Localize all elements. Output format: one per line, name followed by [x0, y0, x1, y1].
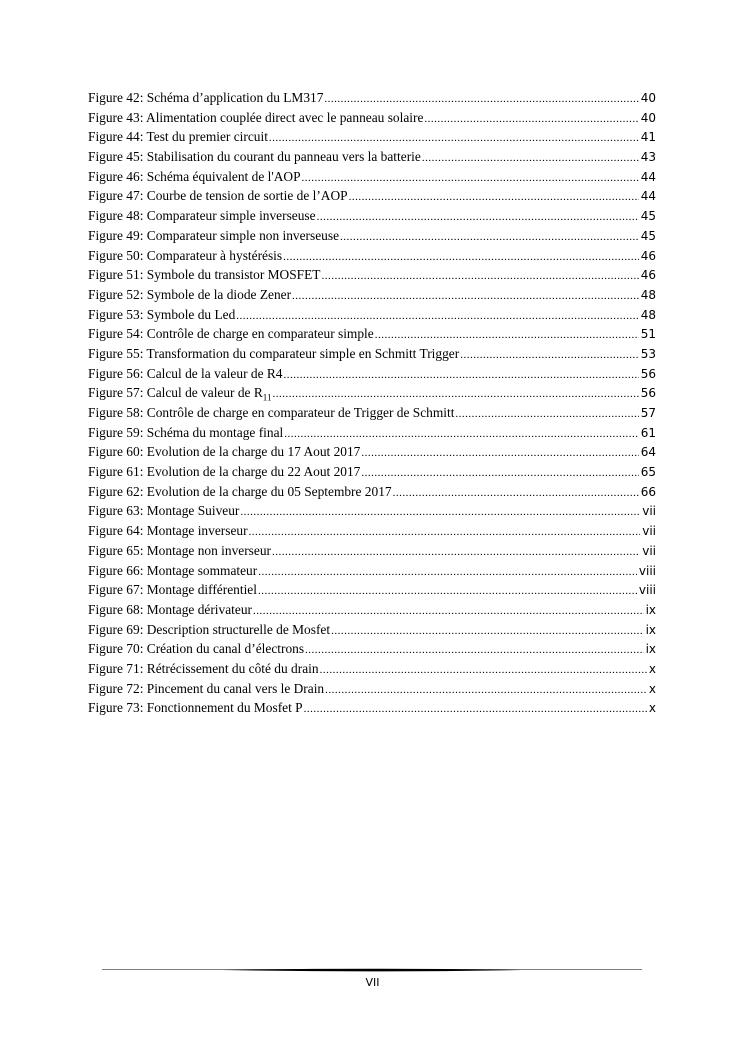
toc-entry[interactable] — [88, 679, 656, 699]
toc-entry-page: 66 — [640, 484, 656, 499]
toc-entry-label: Figure 62: Evolution de la charge du 05 Septembre 2017 — [88, 483, 392, 499]
footer-divider — [102, 966, 642, 974]
toc-entry[interactable] — [88, 462, 656, 482]
dot-leader — [258, 563, 637, 583]
toc-entry-label: Figure 70: Création du canal d’électrons — [88, 641, 305, 657]
toc-entry-page: 44 — [640, 169, 656, 184]
dot-leader — [455, 405, 638, 425]
dot-leader — [331, 622, 643, 642]
toc-entry-page: 64 — [640, 445, 656, 460]
toc-entry[interactable] — [88, 600, 656, 620]
dot-leader — [393, 484, 639, 504]
dot-leader — [283, 248, 639, 268]
toc-entry-page: x — [648, 661, 656, 676]
toc-entry-label: Figure 68: Montage dérivateur — [88, 601, 252, 617]
subscript: 11 — [262, 392, 272, 403]
toc-entry-label: Figure 43: Alimentation couplée direct avec le panneau solaire — [88, 109, 424, 125]
dot-leader — [321, 267, 638, 287]
toc-entry[interactable] — [88, 285, 656, 305]
dot-leader — [349, 188, 639, 208]
toc-entry-page: 44 — [640, 189, 656, 204]
dot-leader — [361, 444, 638, 464]
toc-entry-label: Figure 66: Montage sommateur — [88, 562, 258, 578]
toc-entry-page: 45 — [640, 228, 656, 243]
toc-entry[interactable] — [88, 442, 656, 462]
toc-entry-page: 53 — [640, 346, 656, 361]
toc-entry[interactable] — [88, 344, 656, 364]
toc-entry[interactable] — [88, 127, 656, 147]
list-of-figures — [88, 88, 656, 718]
toc-entry[interactable] — [88, 620, 656, 640]
toc-entry-label: Figure 47: Courbe de tension de sortie de l’AOP — [88, 188, 348, 204]
toc-entry-page: 51 — [640, 327, 656, 342]
toc-entry-page: vii — [642, 543, 656, 558]
toc-entry[interactable] — [88, 659, 656, 679]
toc-entry-page: x — [648, 701, 656, 716]
dot-leader — [361, 464, 638, 484]
toc-entry[interactable] — [88, 580, 656, 600]
toc-entry[interactable] — [88, 403, 656, 423]
toc-entry-page: 40 — [640, 110, 656, 125]
toc-entry[interactable] — [88, 246, 656, 266]
dot-leader — [302, 169, 639, 189]
toc-entry-page: 56 — [640, 386, 656, 401]
toc-entry-page: 45 — [640, 209, 656, 224]
dot-leader — [305, 641, 644, 661]
toc-entry-label: Figure 44: Test du premier circuit — [88, 129, 268, 145]
dot-leader — [424, 110, 638, 130]
toc-entry-page: 40 — [640, 91, 656, 105]
dot-leader — [249, 523, 641, 543]
toc-entry-label: Figure 45: Stabilisation du courant du panneau vers la batterie — [88, 149, 421, 165]
dot-leader — [460, 346, 639, 366]
toc-entry-page: viii — [638, 583, 656, 598]
toc-entry-label: Figure 63: Montage Suiveur — [88, 503, 240, 519]
toc-entry-page: 48 — [640, 307, 656, 322]
toc-entry-label: Figure 52: Symbole de la diode Zener — [88, 286, 292, 302]
dot-leader — [258, 582, 637, 602]
toc-entry-page: viii — [638, 563, 656, 578]
toc-entry-page: 57 — [640, 406, 656, 420]
toc-entry-page: ix — [645, 642, 656, 657]
dot-leader — [320, 661, 647, 681]
toc-entry-page: 41 — [640, 130, 656, 145]
toc-entry[interactable] — [88, 226, 656, 246]
toc-entry-label: Figure 73: Fonctionnement du Mosfet P — [88, 700, 303, 716]
dot-leader — [317, 208, 639, 228]
toc-entry-page: vii — [642, 504, 656, 519]
toc-entry-label: Figure 69: Description structurelle de Mosfet — [88, 621, 331, 637]
toc-entry-label: Figure 71: Rétrécissement du côté du drain — [88, 660, 319, 676]
toc-entry[interactable] — [88, 147, 656, 167]
toc-entry-page: x — [648, 681, 656, 696]
toc-entry-label: Figure 56: Calcul de la valeur de R4 — [88, 365, 283, 381]
toc-entry-page: 56 — [640, 366, 656, 381]
toc-entry[interactable] — [88, 561, 656, 581]
dot-leader — [272, 543, 640, 563]
toc-entry[interactable] — [88, 305, 656, 325]
toc-entry[interactable] — [88, 698, 656, 718]
toc-entry-page: 46 — [640, 268, 656, 283]
toc-entry-label: Figure 64: Montage inverseur — [88, 523, 248, 539]
toc-entry-page: 48 — [640, 287, 656, 302]
toc-entry-page: ix — [645, 622, 656, 637]
toc-entry-label: Figure 72: Pincement du canal vers le Drain — [88, 680, 325, 696]
toc-entry-label: Figure 58: Contrôle de charge en comparateur de Trigger de Schmitt — [88, 405, 455, 420]
toc-entry-label: Figure 53: Symbole du Led — [88, 306, 236, 322]
toc-entry-page: 61 — [640, 425, 656, 440]
toc-entry-page: 65 — [640, 465, 656, 480]
toc-entry-page: 43 — [640, 150, 656, 165]
toc-entry[interactable] — [88, 541, 656, 561]
toc-entry-label: Figure 54: Contrôle de charge en comparateur simple — [88, 326, 374, 342]
toc-entry[interactable] — [88, 501, 656, 521]
dot-leader — [325, 681, 647, 701]
dot-leader — [284, 366, 639, 386]
toc-entry[interactable] — [88, 364, 656, 384]
toc-entry-label: Figure 48: Comparateur simple inverseuse — [88, 208, 316, 224]
toc-entry[interactable] — [88, 521, 656, 541]
toc-entry[interactable] — [88, 88, 656, 108]
toc-entry-page: 46 — [640, 248, 656, 263]
toc-entry-label: Figure 50: Comparateur à hystérésis — [88, 247, 283, 263]
toc-entry[interactable] — [88, 265, 656, 285]
dot-leader — [422, 149, 639, 169]
page-number: VII — [365, 976, 380, 989]
toc-entry[interactable] — [88, 206, 656, 226]
toc-entry[interactable] — [88, 383, 656, 403]
dot-leader — [304, 700, 647, 720]
toc-entry-label: Figure 55: Transformation du comparateur simple en Schmitt Trigger — [88, 345, 460, 361]
toc-entry-page: vii — [642, 524, 656, 539]
dot-leader — [292, 287, 639, 307]
toc-entry-label: Figure 65: Montage non inverseur — [88, 542, 271, 558]
toc-entry-label: Figure 67: Montage différentiel — [88, 582, 257, 598]
toc-entry[interactable] — [88, 423, 656, 443]
toc-entry-label: Figure 46: Schéma équivalent de l'AOP — [88, 168, 301, 184]
toc-entry-label: Figure 42: Schéma d’application du LM317 — [88, 90, 324, 105]
toc-entry-label: Figure 60: Evolution de la charge du 17 Aout 2017 — [88, 444, 361, 460]
toc-entry[interactable] — [88, 186, 656, 206]
dot-leader — [240, 503, 640, 523]
dot-leader — [340, 228, 639, 248]
toc-entry-page: ix — [645, 602, 656, 617]
toc-entry-label: Figure 59: Schéma du montage final — [88, 424, 284, 440]
toc-entry-label: Figure 49: Comparateur simple non inverseuse — [88, 227, 340, 243]
toc-entry[interactable] — [88, 639, 656, 659]
toc-entry-label: Figure 51: Symbole du transistor MOSFET — [88, 267, 321, 283]
toc-entry[interactable] — [88, 167, 656, 187]
toc-entry[interactable] — [88, 108, 656, 128]
toc-entry-label: Figure 57: Calcul de valeur de $R_{11}$ — [88, 385, 272, 403]
toc-entry[interactable] — [88, 482, 656, 502]
toc-entry-label: Figure 61: Evolution de la charge du 22 Aout 2017 — [88, 464, 361, 480]
toc-entry[interactable] — [88, 324, 656, 344]
